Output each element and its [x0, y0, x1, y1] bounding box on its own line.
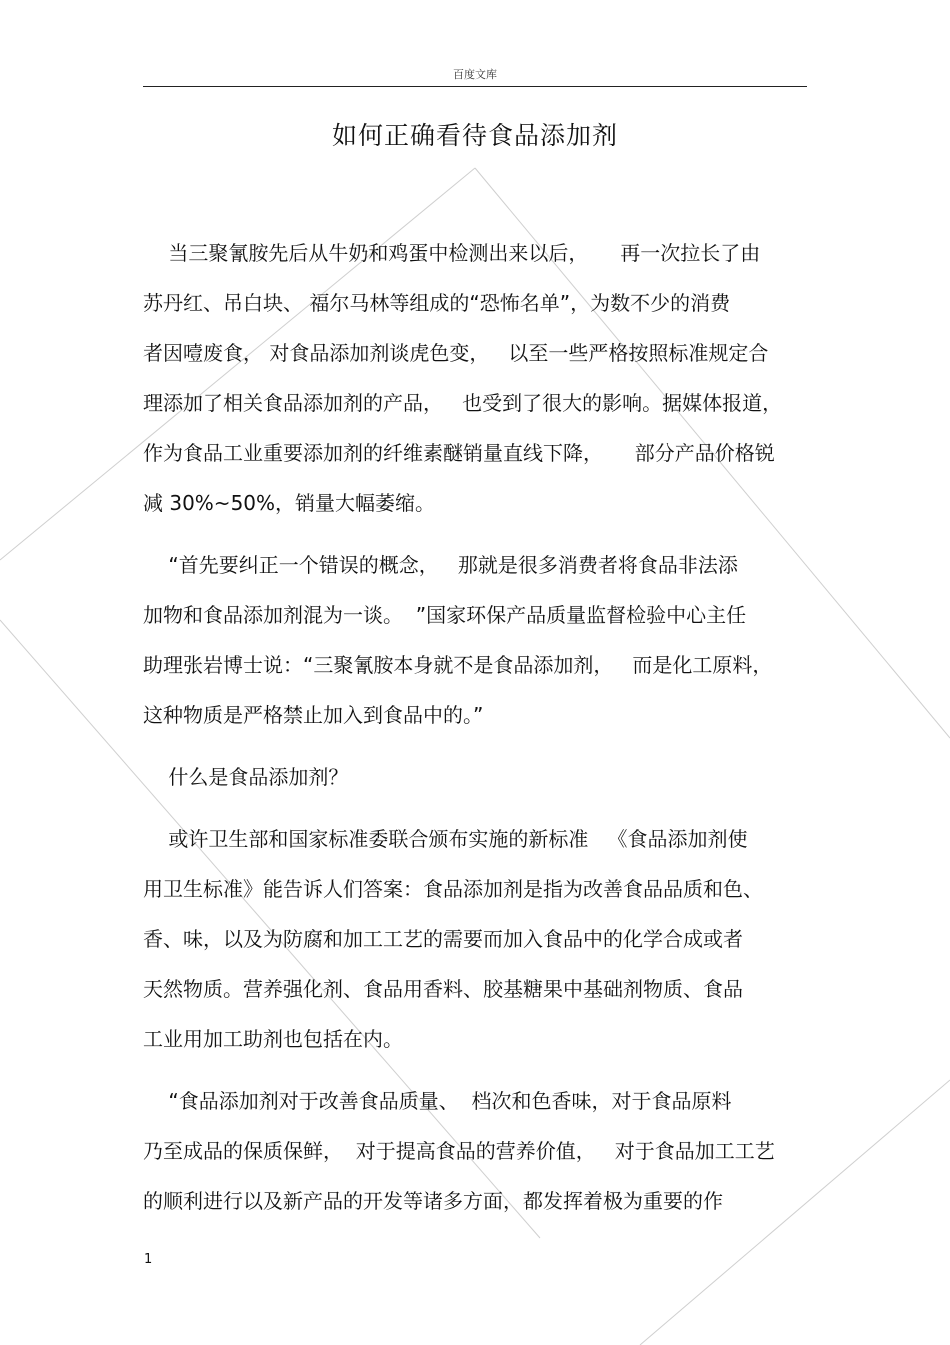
page-header: 百度文库 [453, 68, 497, 81]
document-body [143, 228, 807, 1238]
text-line: 用卫生标准》能告诉人们答案：食品添加剂是指为改善食品品质和色、 [143, 877, 763, 901]
text-line: 苏丹红、吊白块、 福尔马林等组成的“恐怖名单”，为数不少的消费 [143, 291, 731, 315]
text-line: 乃至成品的保质保鲜， 对于提高食品的营养价值， 对于食品加工工艺 [143, 1139, 775, 1163]
text-line: 理添加了相关食品添加剂的产品， 也受到了很大的影响。据媒体报道， [143, 391, 783, 415]
text-line: “食品添加剂对于改善食品质量、 档次和色香味，对于食品原料 [143, 1089, 732, 1113]
paragraph [143, 752, 807, 802]
text-line: 香、味，以及为防腐和加工工艺的需要而加入食品中的化学合成或者 [143, 927, 743, 951]
text-line: 这种物质是严格禁止加入到食品中的。” [143, 703, 484, 727]
paragraph [143, 540, 807, 740]
text-line: 加物和食品添加剂混为一谈。 ”国家环保产品质量监督检验中心主任 [143, 603, 747, 627]
text-line: “首先要纠正一个错误的概念， 那就是很多消费者将食品非法添 [143, 553, 738, 577]
page-number: 1 [144, 1252, 153, 1267]
text-line: 当三聚氰胺先后从牛奶和鸡蛋中检测出来以后， 再一次拉长了由 [143, 241, 761, 265]
text-line: 者因噎废食， 对食品添加剂谈虎色变， 以至一些严格按照标准规定合 [143, 341, 769, 365]
text-line: 天然物质。营养强化剂、食品用香料、胶基糖果中基础剂物质、食品 [143, 977, 743, 1001]
text-line: 减 30%~50%，销量大幅萎缩。 [143, 491, 436, 515]
paragraph [143, 228, 807, 528]
paragraph [143, 814, 807, 1064]
header-divider [143, 86, 807, 87]
text-line: 的顺利进行以及新产品的开发等诸多方面，都发挥着极为重要的作 [143, 1189, 723, 1213]
text-line: 什么是食品添加剂？ [143, 765, 349, 789]
text-line: 助理张岩博士说：“三聚氰胺本身就不是食品添加剂， 而是化工原料， [143, 653, 773, 677]
text-line: 工业用加工助剂也包括在内。 [143, 1027, 403, 1051]
paragraph [143, 1076, 807, 1226]
document-title: 如何正确看待食品添加剂 [331, 121, 618, 150]
text-line: 或许卫生部和国家标准委联合颁布实施的新标准 《食品添加剂使 [143, 827, 748, 851]
text-line: 作为食品工业重要添加剂的纤维素醚销量直线下降， 部分产品价格锐 [143, 441, 775, 465]
